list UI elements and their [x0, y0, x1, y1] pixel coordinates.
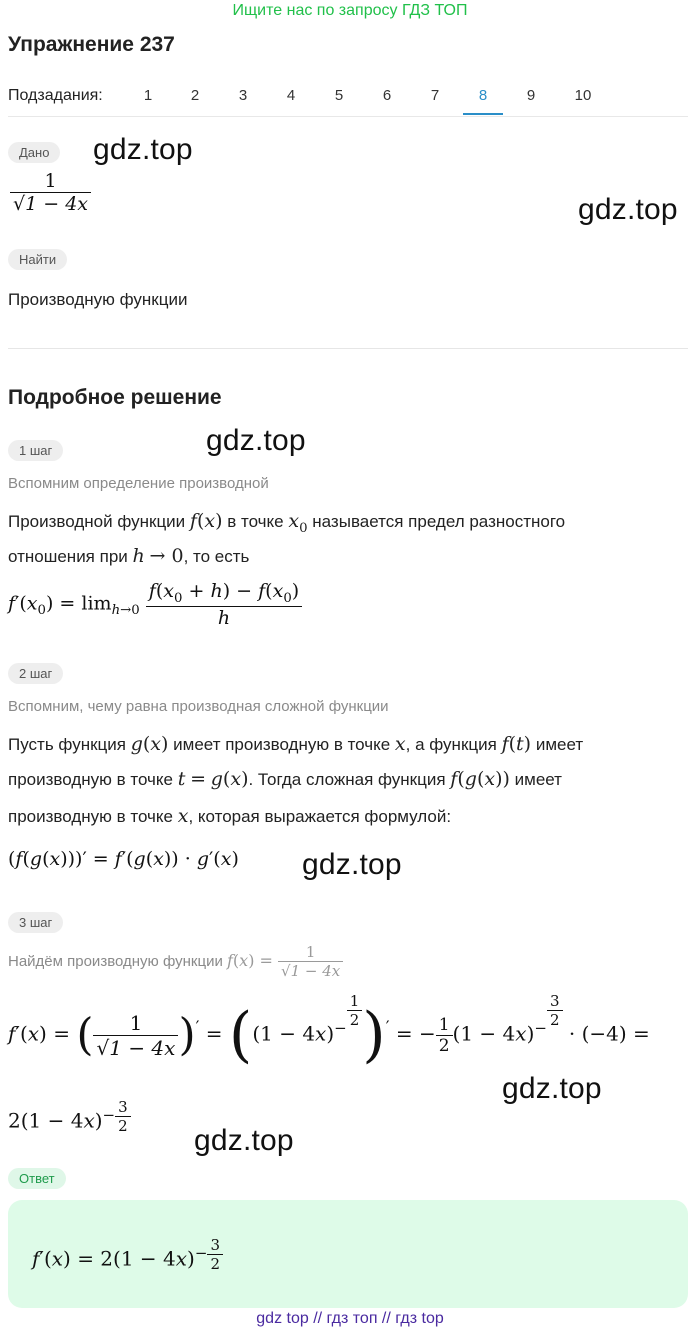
subtasks-label: Подзадания: [8, 87, 103, 104]
tab-subtask-1[interactable]: 1 [143, 87, 153, 104]
tab-subtask-4[interactable]: 4 [286, 87, 296, 104]
watermark: gdz.top [502, 1072, 602, 1105]
solution-title: Подробное решение [8, 386, 222, 409]
given-formula: $\frac{1}{√1 - 4x}$ [10, 170, 91, 215]
answer-formula: $f'(x) = 2(1 - 4x)^{- \frac{3}{2}}$ [32, 1244, 223, 1281]
tab-subtask-7[interactable]: 7 [430, 87, 440, 104]
watermark: gdz.top [206, 424, 306, 457]
watermark: gdz.top [578, 193, 678, 226]
active-tab-indicator [463, 113, 503, 115]
step-1-caption: Вспомним определение производной [8, 475, 269, 492]
step-2-pill: 2 шаг [8, 663, 63, 684]
divider [8, 348, 688, 349]
subtask-tabs [8, 80, 688, 117]
step-3-formula-line-2: $2(1 - 4x)^{- \frac{3}{2}}$ [8, 1106, 131, 1143]
step-2-line-2: производную в точке t = g(x). Тогда сложная функция f(g(x)) имеет [8, 768, 562, 790]
tab-subtask-2[interactable]: 2 [190, 87, 200, 104]
derivative-definition-formula: $f'(x_0) = \lim_{h\to 0}$ $\frac{f(x_0 + h) - f(x_0)}{h}$ [8, 580, 302, 629]
step-2-caption: Вспомним, чему равна производная сложной функции [8, 698, 389, 715]
step-2-line-1: Пусть функция g(x) имеет производную в точке x, а функция f(t) имеет [8, 733, 584, 755]
footer-links[interactable]: gdz top // гдз топ // гдз top [256, 1310, 444, 1327]
step-1-line-2: отношения при h → 0, то есть [8, 545, 250, 567]
page-title: Упражнение 237 [8, 33, 175, 56]
step-1-pill: 1 шаг [8, 440, 63, 461]
step-2-line-3: производную в точке x, которая выражается формулой: [8, 805, 452, 827]
promo-banner: Ищите нас по запросу ГДЗ ТОП [232, 2, 468, 19]
tab-subtask-10[interactable]: 10 [574, 87, 592, 104]
tab-subtask-8[interactable]: 8 [478, 87, 488, 104]
step-1-line-1: Производной функции f(x) в точке $x_0$ называется предел разностного [8, 510, 566, 536]
tab-subtask-3[interactable]: 3 [238, 87, 248, 104]
step-3-pill: 3 шаг [8, 912, 63, 933]
tab-subtask-6[interactable]: 6 [382, 87, 392, 104]
find-text: Производную функции [8, 290, 188, 309]
tab-subtask-9[interactable]: 9 [526, 87, 536, 104]
answer-pill: Ответ [8, 1168, 66, 1189]
watermark: gdz.top [93, 133, 193, 166]
step-3-caption: Найдём производную функции f(x) = $\frac{1}{√1 - 4x}$ [8, 943, 343, 980]
given-pill: Дано [8, 142, 60, 163]
watermark: gdz.top [302, 848, 402, 881]
chain-rule-formula: (f(g(x)))′ = f′(g(x)) · g′(x) [8, 848, 239, 870]
find-pill: Найти [8, 249, 67, 270]
tab-subtask-5[interactable]: 5 [334, 87, 344, 104]
watermark: gdz.top [194, 1124, 294, 1157]
step-3-formula-line-1: f′(x) = ( $\frac{1}{√1 - 4x}$ )$' = ((1 - 4x)^{- \frac{1}{2}}$ )′ = − $\frac{1}{2}$ $(1 - 4x)^{- \frac{3}{2}}$ · (−4) = [8, 992, 650, 1070]
